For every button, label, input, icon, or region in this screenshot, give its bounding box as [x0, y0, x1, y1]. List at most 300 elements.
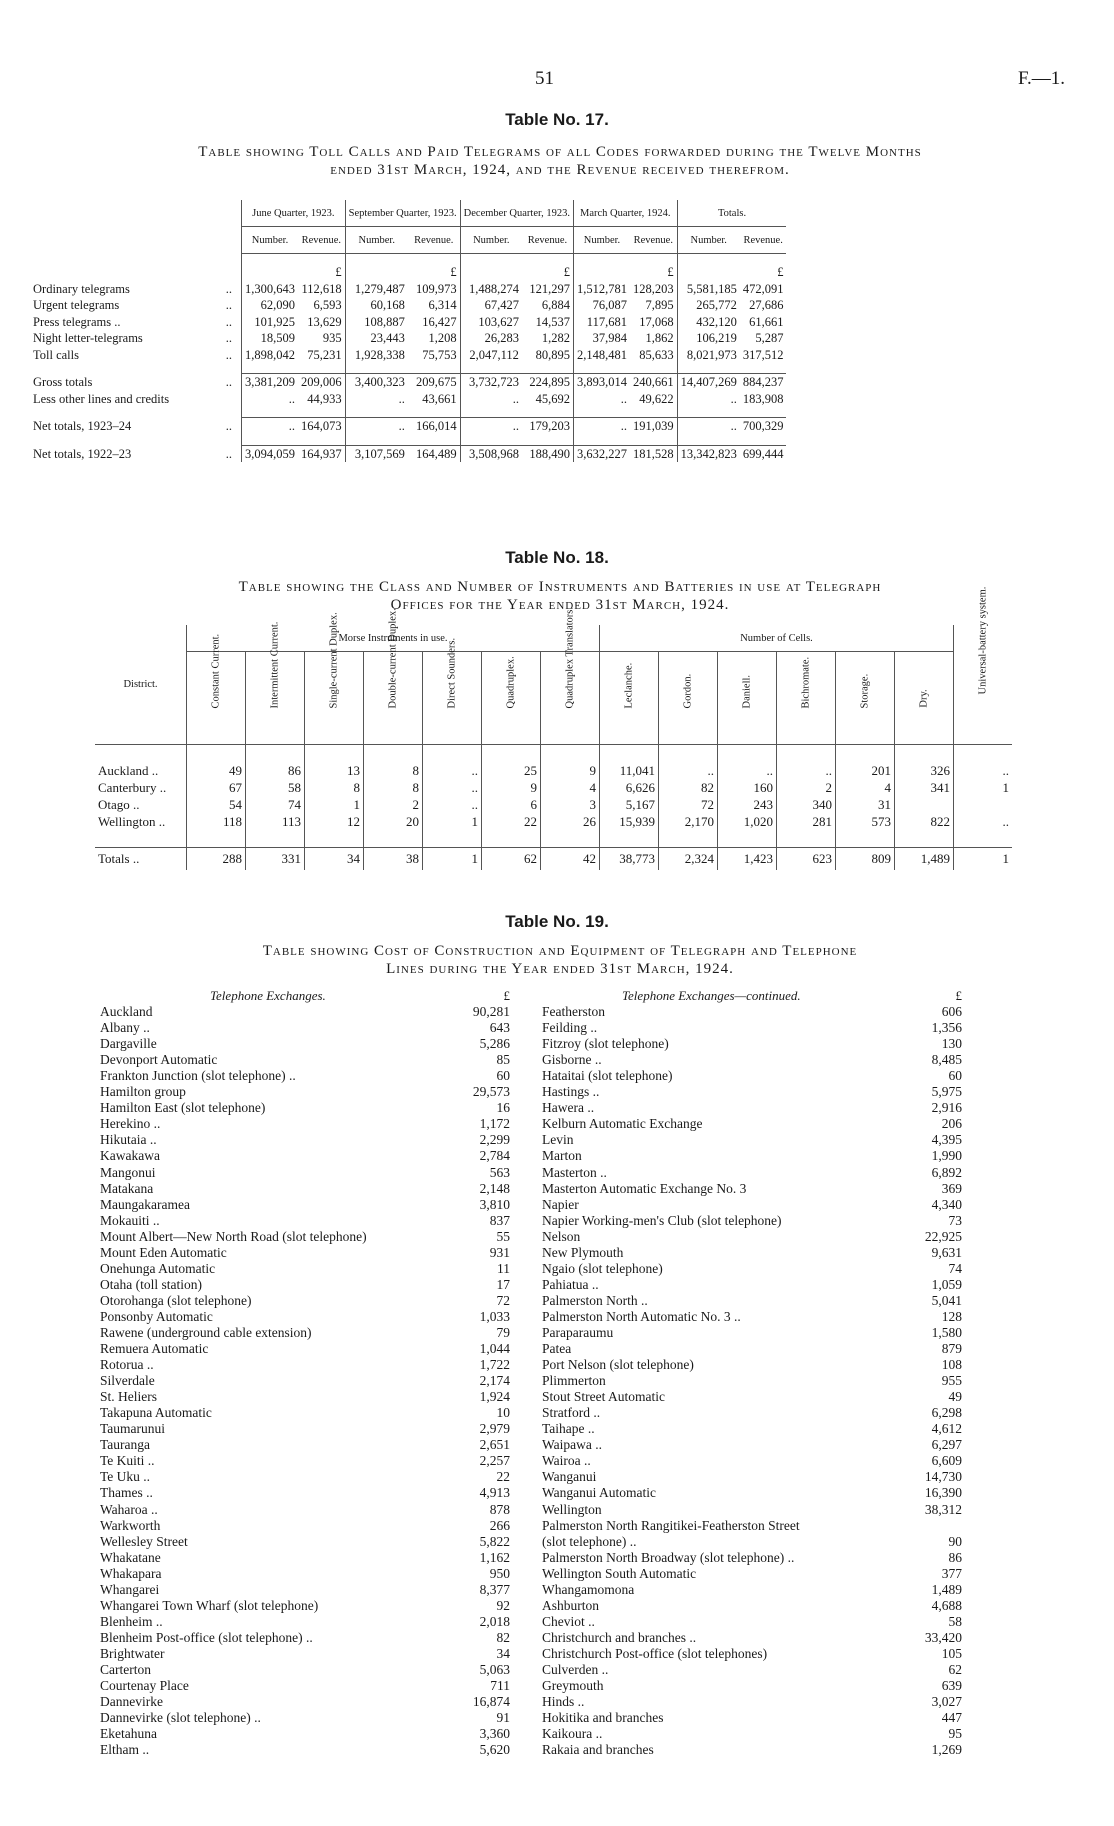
- cell-value: 72: [659, 796, 718, 813]
- cell-value: 1: [954, 779, 1013, 796]
- table17-row: [30, 314, 786, 331]
- revenue-cell: 13,629: [307, 314, 342, 329]
- exchange-row: [100, 1678, 510, 1694]
- exchange-cost: 92: [496, 1597, 510, 1613]
- spacer-cell: [460, 407, 522, 418]
- exchange-cost: 29,573: [472, 1084, 510, 1100]
- cell-value: ..: [423, 796, 482, 813]
- exchange-row: [542, 1100, 962, 1116]
- exchange-cost: 9,631: [931, 1244, 962, 1260]
- exchange-cost: 3,810: [479, 1196, 510, 1212]
- cell-value: 58: [246, 779, 305, 796]
- number-cell: 5,581,185: [677, 281, 740, 298]
- exchange-name: Palmerston North ..: [542, 1292, 648, 1308]
- number-cell: 106,219: [677, 330, 740, 347]
- exchange-row: [542, 1181, 962, 1197]
- number-cell: 1,279,487: [345, 281, 408, 298]
- number-header: Number.: [460, 227, 522, 254]
- exchange-name: Mount Eden Automatic: [100, 1244, 227, 1260]
- exchange-cost: 86: [948, 1549, 962, 1565]
- col-header: [423, 637, 482, 745]
- cell-value: 82: [659, 779, 718, 796]
- exchange-cost: 4,395: [931, 1132, 962, 1148]
- exchange-cost: 878: [489, 1501, 510, 1517]
- revenue-cell: 179,203: [522, 418, 574, 435]
- col-header: [895, 652, 954, 745]
- cell-value: 38,773: [600, 848, 659, 871]
- table17-caption: [40, 143, 1080, 179]
- exchange-row: [100, 1453, 510, 1469]
- number-cell: 1,300,643: [242, 281, 299, 298]
- cell-value: 8: [305, 779, 364, 796]
- exchange-name: Wellesley Street: [100, 1533, 188, 1549]
- exchange-name: Brightwater: [100, 1645, 165, 1661]
- exchange-cost: 82: [496, 1629, 510, 1645]
- blank-cell: [677, 254, 740, 281]
- exchange-cost: 130: [941, 1036, 962, 1052]
- exchange-name: Te Uku ..: [100, 1469, 151, 1485]
- row-label: [30, 347, 242, 364]
- col-header-text: Double-current Duplex.: [387, 607, 399, 708]
- col-header: [305, 611, 364, 745]
- exchange-name: Mokauiti ..: [100, 1212, 160, 1228]
- exchange-cost: 90: [948, 1533, 962, 1549]
- exchange-row: [542, 1582, 962, 1598]
- exchange-row: [542, 1293, 962, 1309]
- exchange-cost: 6,609: [931, 1453, 962, 1469]
- spacer-cell: [460, 363, 522, 374]
- cell-value: [954, 796, 1013, 813]
- revenue-cell: 240,661: [630, 374, 677, 391]
- cell-value: 201: [836, 762, 895, 779]
- exchange-row: [100, 1100, 510, 1116]
- cell-value: 1: [954, 848, 1013, 871]
- exchange-row: [542, 1502, 962, 1518]
- morse-header: Morse Instruments in use.: [187, 625, 600, 652]
- exchange-row: [542, 1148, 962, 1164]
- spacer-cell: [573, 363, 630, 374]
- district-name: Canterbury ..: [98, 779, 167, 795]
- exchange-row: [100, 1357, 510, 1373]
- exchange-name: Napier Working-men's Club (slot telephone): [542, 1212, 782, 1228]
- number-cell: 101,925: [242, 314, 299, 331]
- row-label-text: Less other lines and credits: [33, 391, 170, 406]
- cell-value: 4: [541, 779, 600, 796]
- revenue-cell: 164,489: [408, 445, 460, 462]
- cell-value: 12: [305, 813, 364, 830]
- number-cell: 23,443: [345, 330, 408, 347]
- spacer-cell: [345, 435, 408, 446]
- exchange-name: Waharoa ..: [100, 1501, 158, 1517]
- exchange-name: Matakana: [100, 1180, 154, 1196]
- cell-value: 25: [482, 762, 541, 779]
- exchange-name: Taumarunui: [100, 1421, 166, 1437]
- exchange-name: Rakaia and branches: [542, 1742, 654, 1758]
- row-dots: ..: [225, 281, 232, 296]
- cell-value: 1,020: [718, 813, 777, 830]
- exchange-cost: 2,018: [479, 1613, 510, 1629]
- exchange-cost: 711: [490, 1678, 510, 1694]
- number-header: Number.: [345, 227, 408, 254]
- exchange-name: Patea: [542, 1341, 572, 1357]
- exchange-row: [542, 1341, 962, 1357]
- cell-value: 13: [305, 762, 364, 779]
- exchange-cost: 5,286: [479, 1036, 510, 1052]
- exchange-name: Nelson: [542, 1228, 581, 1244]
- exchange-row: [542, 1405, 962, 1421]
- exchange-row: [542, 1277, 962, 1293]
- exchange-cost: 72: [496, 1292, 510, 1308]
- revenue-cell: 14,537: [535, 314, 570, 329]
- exchange-cost: 22,925: [924, 1228, 962, 1244]
- exchange-name: Mount Albert—New North Road (slot telephone): [100, 1228, 367, 1244]
- currency-symbol: £: [563, 265, 570, 280]
- cell-value: ..: [954, 813, 1013, 830]
- row-dots: ..: [225, 375, 232, 389]
- row-label: [30, 374, 242, 391]
- col-header: [541, 606, 600, 745]
- exchange-name: Levin: [542, 1132, 574, 1148]
- exchange-cost: 2,299: [479, 1132, 510, 1148]
- exchange-row: [542, 1004, 962, 1020]
- exchange-row: [100, 1165, 510, 1181]
- exchange-cost: 128: [941, 1308, 962, 1324]
- exchange-cost: 2,651: [479, 1437, 510, 1453]
- cell-value: 22: [482, 813, 541, 830]
- exchange-cost: 60: [496, 1068, 510, 1084]
- revenue-cell: 16,427: [422, 314, 457, 329]
- exchange-cost: 4,340: [931, 1196, 962, 1212]
- revenue-cell: 49,622: [639, 391, 674, 406]
- exchange-cost: 74: [948, 1260, 962, 1276]
- exchange-cost: 2,784: [479, 1148, 510, 1164]
- page-reference: F.—1.: [1018, 68, 1066, 89]
- district-name: Otago ..: [98, 796, 140, 812]
- exchange-cost: 5,975: [931, 1084, 962, 1100]
- row-dots: ..: [225, 314, 232, 329]
- revenue-cell: 183,908: [742, 391, 784, 406]
- table18-row: [95, 796, 1012, 813]
- district-name: Totals ..: [95, 848, 187, 871]
- revenue-header: Revenue.: [522, 227, 574, 254]
- currency-symbol: £: [450, 265, 457, 280]
- exchange-name: Wellington South Automatic: [542, 1565, 697, 1581]
- cell-value: 5,167: [600, 796, 659, 813]
- table19-title: Table No. 19.: [505, 912, 609, 931]
- cell-value: 2: [364, 796, 423, 813]
- exchange-name: Waipawa ..: [542, 1437, 603, 1453]
- exchange-row: [100, 1582, 510, 1598]
- exchange-name: Masterton ..: [542, 1164, 607, 1180]
- spacer-cell: [677, 407, 740, 418]
- exchange-name: Masterton Automatic Exchange No. 3: [542, 1180, 747, 1196]
- exchange-row: [542, 1421, 962, 1437]
- exchange-row: [100, 1485, 510, 1501]
- table17-row: [30, 330, 786, 347]
- spacer-cell: [460, 435, 522, 446]
- revenue-cell: 935: [322, 331, 342, 346]
- row-label-text: Gross totals: [33, 375, 93, 389]
- row-label: [30, 314, 242, 331]
- right-currency: £: [955, 988, 962, 1003]
- number-cell: ..: [242, 418, 299, 435]
- exchange-row: [100, 1742, 510, 1758]
- col-header: [777, 652, 836, 745]
- exchange-cost: 2,916: [931, 1100, 962, 1116]
- exchange-cost: 5,063: [479, 1661, 510, 1677]
- exchange-name: Herekino ..: [100, 1116, 161, 1132]
- number-cell: 265,772: [677, 297, 740, 314]
- number-cell: 14,407,269: [677, 374, 740, 391]
- col-header-text: Quadruplex.: [505, 655, 517, 708]
- exchange-name: Whakapara: [100, 1565, 162, 1581]
- col-header: [836, 652, 895, 745]
- revenue-header: Revenue.: [298, 227, 345, 254]
- revenue-cell: 181,528: [630, 445, 677, 462]
- exchange-row: [100, 1245, 510, 1261]
- exchange-row: [542, 1518, 962, 1534]
- exchange-name: Marton: [542, 1148, 582, 1164]
- table17-row: [30, 281, 786, 298]
- table17-row: [30, 347, 786, 364]
- exchange-row: [100, 1534, 510, 1550]
- number-cell: ..: [677, 418, 740, 435]
- exchange-row: [542, 1068, 962, 1084]
- exchange-row: [542, 1678, 962, 1694]
- district-name: Wellington ..: [98, 813, 166, 829]
- col-header: [187, 633, 246, 745]
- spacer-cell: [740, 435, 787, 446]
- currency-symbol: £: [667, 265, 674, 280]
- spacer-row: [95, 745, 1012, 763]
- number-header: Number.: [573, 227, 630, 254]
- cell-value: ..: [423, 762, 482, 779]
- exchange-cost: 58: [948, 1613, 962, 1629]
- cell-value: 1: [305, 796, 364, 813]
- exchange-cost: 6,297: [931, 1437, 962, 1453]
- exchange-name: Hastings ..: [542, 1084, 600, 1100]
- cell-value: 42: [541, 848, 600, 871]
- cell-value: 34: [305, 848, 364, 871]
- exchange-name: Auckland: [100, 1004, 153, 1020]
- exchange-cost: 1,489: [931, 1581, 962, 1597]
- spacer-cell: [345, 407, 408, 418]
- cell-value: 38: [364, 848, 423, 871]
- exchange-name: Frankton Junction (slot telephone) ..: [100, 1068, 296, 1084]
- exchange-row: [100, 1213, 510, 1229]
- revenue-cell: 1,208: [428, 331, 457, 346]
- blank-cell: [460, 254, 522, 281]
- table18-caption: [40, 578, 1080, 614]
- number-cell: 3,632,227: [573, 445, 630, 462]
- table19-caption-line2: Lines during the Year ended 31st March, 1924.: [386, 961, 734, 977]
- table18-title: Table No. 18.: [505, 548, 609, 567]
- number-cell: 1,512,781: [573, 281, 630, 298]
- exchange-row: [100, 1084, 510, 1100]
- number-header: Number.: [677, 227, 740, 254]
- cell-value: 822: [895, 813, 954, 830]
- col-header: [482, 652, 541, 745]
- exchange-row: [542, 1614, 962, 1630]
- number-cell: 1,928,338: [345, 347, 408, 364]
- revenue-cell: 45,692: [535, 391, 570, 406]
- number-cell: 1,898,042: [242, 347, 299, 364]
- number-cell: ..: [573, 418, 630, 435]
- col-header: [718, 652, 777, 745]
- row-dots: ..: [225, 298, 232, 313]
- exchange-cost: 17: [496, 1276, 510, 1292]
- exchange-name: Ashburton: [542, 1597, 599, 1613]
- spacer-row: [95, 830, 1012, 848]
- exchange-name: Kelburn Automatic Exchange: [542, 1116, 703, 1132]
- cell-value: 86: [246, 762, 305, 779]
- exchange-row: [100, 1694, 510, 1710]
- revenue-cell: 5,287: [755, 331, 784, 346]
- exchange-cost: 10: [496, 1405, 510, 1421]
- period-december: December Quarter, 1923.: [460, 200, 573, 227]
- exchange-cost: 16: [496, 1100, 510, 1116]
- exchange-row: [100, 1293, 510, 1309]
- cell-value: 74: [246, 796, 305, 813]
- exchange-row: [100, 1181, 510, 1197]
- cell-value: 331: [246, 848, 305, 871]
- exchange-cost: 1,722: [479, 1357, 510, 1373]
- cells-header: Number of Cells.: [600, 625, 954, 652]
- exchange-name: Fitzroy (slot telephone): [542, 1036, 669, 1052]
- spacer-cell: [677, 363, 740, 374]
- spacer-cell: [740, 407, 787, 418]
- row-dots: ..: [225, 419, 232, 433]
- table18-row: [95, 848, 1012, 871]
- spacer-cell: [242, 363, 299, 374]
- cell-value: 26: [541, 813, 600, 830]
- exchange-row: [542, 1020, 962, 1036]
- exchange-cost: 2,257: [479, 1453, 510, 1469]
- exchange-name: Feilding ..: [542, 1020, 598, 1036]
- number-cell: 67,427: [460, 297, 522, 314]
- exchange-row: [542, 1630, 962, 1646]
- exchange-name: Port Nelson (slot telephone): [542, 1357, 694, 1373]
- exchange-row: [100, 1020, 510, 1036]
- number-cell: 62,090: [242, 297, 299, 314]
- period-totals: Totals.: [677, 200, 786, 227]
- exchange-row: [100, 1116, 510, 1132]
- exchange-cost: 3,360: [479, 1726, 510, 1742]
- exchange-name: Cheviot ..: [542, 1613, 595, 1629]
- exchange-cost: 1,044: [479, 1341, 510, 1357]
- exchange-name: Whangarei Town Wharf (slot telephone): [100, 1597, 319, 1613]
- number-cell: ..: [345, 391, 408, 408]
- revenue-cell: 7,895: [645, 298, 674, 313]
- exchange-row: [542, 1646, 962, 1662]
- row-label: [30, 297, 242, 314]
- exchange-name: (slot telephone) ..: [542, 1533, 637, 1549]
- exchange-row: [542, 1485, 962, 1501]
- revenue-cell: 1,862: [645, 331, 674, 346]
- cell-value: 341: [895, 779, 954, 796]
- spacer-row: [30, 363, 786, 374]
- exchange-cost: 6,892: [931, 1164, 962, 1180]
- cell-value: 623: [777, 848, 836, 871]
- cell-value: 8: [364, 779, 423, 796]
- exchange-name: Dannevirke (slot telephone) ..: [100, 1710, 261, 1726]
- exchange-row: [100, 1518, 510, 1534]
- row-label: [30, 418, 242, 435]
- revenue-cell: 6,593: [313, 298, 342, 313]
- exchange-name: Whangarei: [100, 1581, 160, 1597]
- spacer-row: [30, 435, 786, 446]
- cell-value: 281: [777, 813, 836, 830]
- exchange-cost: 1,269: [931, 1742, 962, 1758]
- spacer-cell: [298, 407, 345, 418]
- exchange-row: [542, 1036, 962, 1052]
- exchange-row: [542, 1726, 962, 1742]
- revenue-cell: 164,937: [298, 445, 345, 462]
- exchange-name: Stout Street Automatic: [542, 1389, 665, 1405]
- exchange-cost: 206: [941, 1116, 962, 1132]
- col-header: [246, 621, 305, 745]
- exchange-name: Tauranga: [100, 1437, 151, 1453]
- spacer-cell: [30, 363, 242, 374]
- cell-value: 9: [541, 762, 600, 779]
- row-dots: ..: [225, 347, 232, 362]
- exchange-cost: 6,298: [931, 1405, 962, 1421]
- exchange-row: [100, 1325, 510, 1341]
- revenue-cell: 121,297: [529, 281, 570, 296]
- row-label-text: Net totals, 1922–23: [33, 446, 132, 461]
- spacer-cell: [408, 363, 460, 374]
- cell-value: 118: [187, 813, 246, 830]
- number-cell: ..: [573, 391, 630, 408]
- cell-value: 2,170: [659, 813, 718, 830]
- exchange-cost: 49: [948, 1389, 962, 1405]
- col-header: [659, 652, 718, 745]
- number-cell: 76,087: [573, 297, 630, 314]
- exchange-row: [542, 1534, 962, 1550]
- exchange-row: [542, 1598, 962, 1614]
- exchange-cost: 1,356: [931, 1020, 962, 1036]
- table18-row: [95, 762, 1012, 779]
- number-cell: 37,984: [573, 330, 630, 347]
- exchange-cost: 955: [941, 1373, 962, 1389]
- exchange-row: [100, 1566, 510, 1582]
- currency-symbol: £: [777, 265, 784, 280]
- exchange-name: Greymouth: [542, 1678, 604, 1694]
- row-label-text: Net totals, 1923–24: [33, 419, 132, 433]
- exchange-name: Gisborne ..: [542, 1052, 602, 1068]
- row-label: [30, 445, 242, 462]
- left-currency: £: [503, 988, 510, 1003]
- exchange-row: [542, 1245, 962, 1261]
- exchange-cost: 34: [496, 1645, 510, 1661]
- exchange-name: Maungakaramea: [100, 1196, 190, 1212]
- revenue-cell: 27,686: [749, 298, 784, 313]
- table19-caption: [100, 942, 1020, 978]
- exchange-row: [542, 1325, 962, 1341]
- revenue-cell: 209,006: [298, 374, 345, 391]
- exchange-name: Christchurch and branches ..: [542, 1629, 697, 1645]
- exchange-row: [542, 1357, 962, 1373]
- exchange-name: Takapuna Automatic: [100, 1405, 212, 1421]
- cell-value: 1: [423, 848, 482, 871]
- number-cell: ..: [460, 391, 522, 408]
- revenue-cell: 109,973: [416, 281, 457, 296]
- cell-value: 6,626: [600, 779, 659, 796]
- exchange-name: Featherston: [542, 1004, 605, 1020]
- col-universal: Universal-battery system.: [954, 625, 1013, 745]
- exchange-name: Onehunga Automatic: [100, 1260, 216, 1276]
- exchange-name: Ponsonby Automatic: [100, 1308, 213, 1324]
